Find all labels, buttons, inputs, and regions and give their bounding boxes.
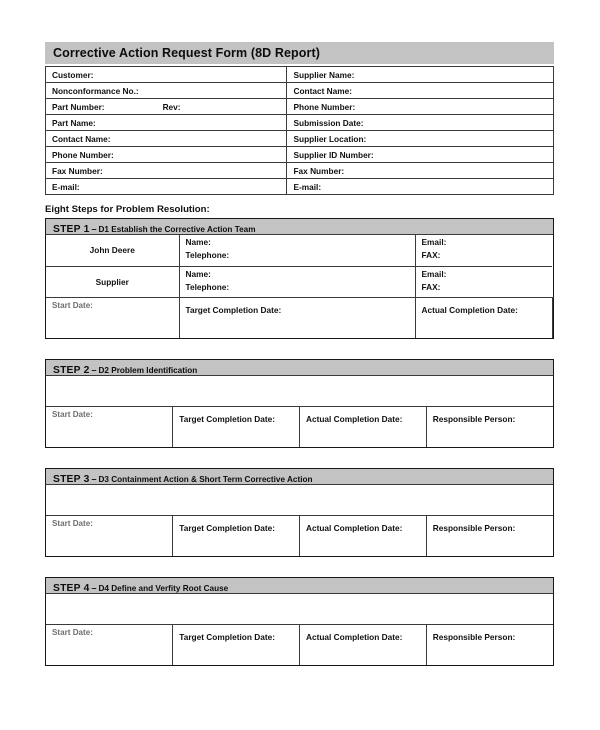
info-left-label: Part Name: xyxy=(52,117,96,128)
target-completion-date-label: Target Completion Date: xyxy=(179,522,275,533)
info-row xyxy=(46,67,554,83)
step-dash: – xyxy=(91,583,97,593)
info-right-cell[interactable] xyxy=(287,67,554,83)
step-body xyxy=(45,235,554,339)
info-left-cell[interactable] xyxy=(46,115,287,131)
step-notes-row xyxy=(46,376,553,406)
info-left-label: E-mail: xyxy=(52,181,80,192)
info-right-cell[interactable] xyxy=(287,83,554,99)
target-completion-date-label: Target Completion Date: xyxy=(179,413,275,424)
step-number: STEP 1 xyxy=(53,224,90,235)
info-right-label: Submission Date: xyxy=(293,117,364,128)
form-title: Corrective Action Request Form (8D Report) xyxy=(45,42,554,64)
step-header xyxy=(45,359,554,376)
step-number: STEP 2 xyxy=(53,365,90,376)
step-block xyxy=(45,359,554,448)
team-email-fax-cell[interactable] xyxy=(415,235,552,266)
step-header xyxy=(45,218,554,235)
step-table xyxy=(46,376,553,447)
info-left-cell[interactable] xyxy=(46,179,287,195)
name-label: Name: xyxy=(185,268,211,279)
step-body xyxy=(45,594,554,666)
step-header xyxy=(45,577,554,594)
fax-label: FAX: xyxy=(421,281,441,292)
step-dash: – xyxy=(91,365,97,375)
info-right-label: Fax Number: xyxy=(293,165,345,176)
form-sheet xyxy=(45,42,554,666)
start-date-label: Start Date: xyxy=(52,409,93,419)
actual-completion-date-label: Actual Completion Date: xyxy=(306,631,403,642)
step-dash: – xyxy=(91,474,97,484)
info-left-cell[interactable] xyxy=(46,131,287,147)
team-email-fax-cell[interactable] xyxy=(415,266,552,297)
start-date-label: Start Date: xyxy=(52,627,93,637)
step-block xyxy=(45,577,554,666)
info-right-label: E-mail: xyxy=(293,181,322,192)
step-description: D3 Containment Action & Short Term Corrective Action xyxy=(98,475,313,484)
actual-completion-date-label: Actual Completion Date: xyxy=(306,413,403,424)
step-date-row xyxy=(46,624,553,665)
actual-completion-date-cell[interactable] xyxy=(415,297,552,338)
step-body xyxy=(45,485,554,557)
responsible-person-label: Responsible Person: xyxy=(432,631,516,642)
step-header xyxy=(45,468,554,485)
step-date-row xyxy=(46,515,553,556)
start-date-cell[interactable] xyxy=(46,406,173,447)
responsible-person-label: Responsible Person: xyxy=(432,413,516,424)
team-row xyxy=(46,266,553,297)
info-left-cell[interactable] xyxy=(46,83,287,99)
target-completion-date-label: Target Completion Date: xyxy=(185,304,282,315)
actual-completion-date-label: Actual Completion Date: xyxy=(421,304,518,315)
info-left-label: Part Number: xyxy=(52,101,105,112)
responsible-person-cell[interactable] xyxy=(426,515,553,556)
start-date-cell[interactable] xyxy=(46,297,179,338)
team-row xyxy=(46,235,553,266)
actual-completion-date-cell[interactable] xyxy=(300,515,427,556)
responsible-person-cell[interactable] xyxy=(426,406,553,447)
step-notes-cell[interactable] xyxy=(46,594,553,624)
target-completion-date-cell[interactable] xyxy=(179,297,415,338)
email-label: Email: xyxy=(421,268,447,279)
actual-completion-date-label: Actual Completion Date: xyxy=(306,522,403,533)
header-info-body xyxy=(46,67,554,195)
telephone-label: Telephone: xyxy=(185,281,230,292)
info-row xyxy=(46,131,554,147)
team-contact-cell[interactable] xyxy=(179,235,415,266)
telephone-label: Telephone: xyxy=(185,250,230,260)
info-left-cell[interactable] xyxy=(46,163,287,179)
step-description: D2 Problem Identification xyxy=(98,366,198,375)
header-info-table xyxy=(45,66,554,195)
info-row xyxy=(46,163,554,179)
info-right-label: Phone Number: xyxy=(293,101,356,112)
info-left-label: Nonconformance No.: xyxy=(52,85,139,96)
fax-label: FAX: xyxy=(421,250,441,260)
team-contact-cell[interactable] xyxy=(179,266,415,297)
step-table xyxy=(46,235,553,338)
info-row xyxy=(46,99,554,115)
info-right-cell[interactable] xyxy=(287,115,554,131)
step-date-row xyxy=(46,406,553,447)
start-date-cell[interactable] xyxy=(46,624,173,665)
info-left-cell[interactable] xyxy=(46,67,287,83)
responsible-person-cell[interactable] xyxy=(426,624,553,665)
team-party-label: John Deere xyxy=(89,245,135,256)
info-left-label: Contact Name: xyxy=(52,133,111,144)
step-table xyxy=(46,594,553,665)
step-notes-cell[interactable] xyxy=(46,376,553,406)
info-left-extra-label: Rev: xyxy=(162,101,181,112)
info-row xyxy=(46,115,554,131)
step-block xyxy=(45,218,554,339)
info-right-cell[interactable] xyxy=(287,163,554,179)
start-date-label: Start Date: xyxy=(52,300,93,310)
step-number: STEP 4 xyxy=(53,583,90,594)
step-notes-row xyxy=(46,485,553,515)
step-description: D1 Establish the Corrective Action Team xyxy=(98,225,256,234)
name-label: Name: xyxy=(185,237,211,247)
step-block xyxy=(45,468,554,557)
info-row xyxy=(46,179,554,195)
info-row xyxy=(46,83,554,99)
responsible-person-cell[interactable] xyxy=(552,297,553,338)
target-completion-date-cell[interactable] xyxy=(173,624,300,665)
actual-completion-date-cell[interactable] xyxy=(300,624,427,665)
actual-completion-date-cell[interactable] xyxy=(300,406,427,447)
target-completion-date-label: Target Completion Date: xyxy=(179,631,275,642)
start-date-cell[interactable] xyxy=(46,515,173,556)
info-right-label: Contact Name: xyxy=(293,85,353,96)
email-label: Email: xyxy=(421,237,447,247)
info-left-label: Phone Number: xyxy=(52,149,114,160)
info-left-label: Customer: xyxy=(52,69,94,80)
step-notes-row xyxy=(46,594,553,624)
info-left-cell[interactable] xyxy=(46,147,287,163)
info-right-label: Supplier ID Number: xyxy=(293,149,374,160)
step-body xyxy=(45,376,554,448)
step-notes-cell[interactable] xyxy=(46,485,553,515)
target-completion-date-cell[interactable] xyxy=(173,515,300,556)
info-right-cell[interactable] xyxy=(287,99,554,115)
info-right-cell[interactable] xyxy=(287,179,554,195)
info-right-cell[interactable] xyxy=(287,131,554,147)
info-left-label: Fax Number: xyxy=(52,165,103,176)
step-date-row xyxy=(46,297,553,338)
info-left-cell[interactable] xyxy=(46,99,287,115)
step-number: STEP 3 xyxy=(53,474,90,485)
step-table xyxy=(46,485,553,556)
section-caption: Eight Steps for Problem Resolution: xyxy=(45,204,210,215)
team-party-label: Supplier xyxy=(95,276,129,287)
team-party-cell xyxy=(46,235,179,266)
start-date-label: Start Date: xyxy=(52,518,93,528)
team-party-cell xyxy=(46,266,179,297)
step-dash: – xyxy=(91,224,97,234)
info-right-cell[interactable] xyxy=(287,147,554,163)
step-description: D4 Define and Verfity Root Cause xyxy=(98,584,229,593)
target-completion-date-cell[interactable] xyxy=(173,406,300,447)
responsible-person-label: Responsible Person: xyxy=(432,522,516,533)
steps-container xyxy=(45,218,554,666)
info-right-label: Supplier Location: xyxy=(293,133,367,144)
info-right-label: Supplier Name: xyxy=(293,69,355,80)
info-row xyxy=(46,147,554,163)
